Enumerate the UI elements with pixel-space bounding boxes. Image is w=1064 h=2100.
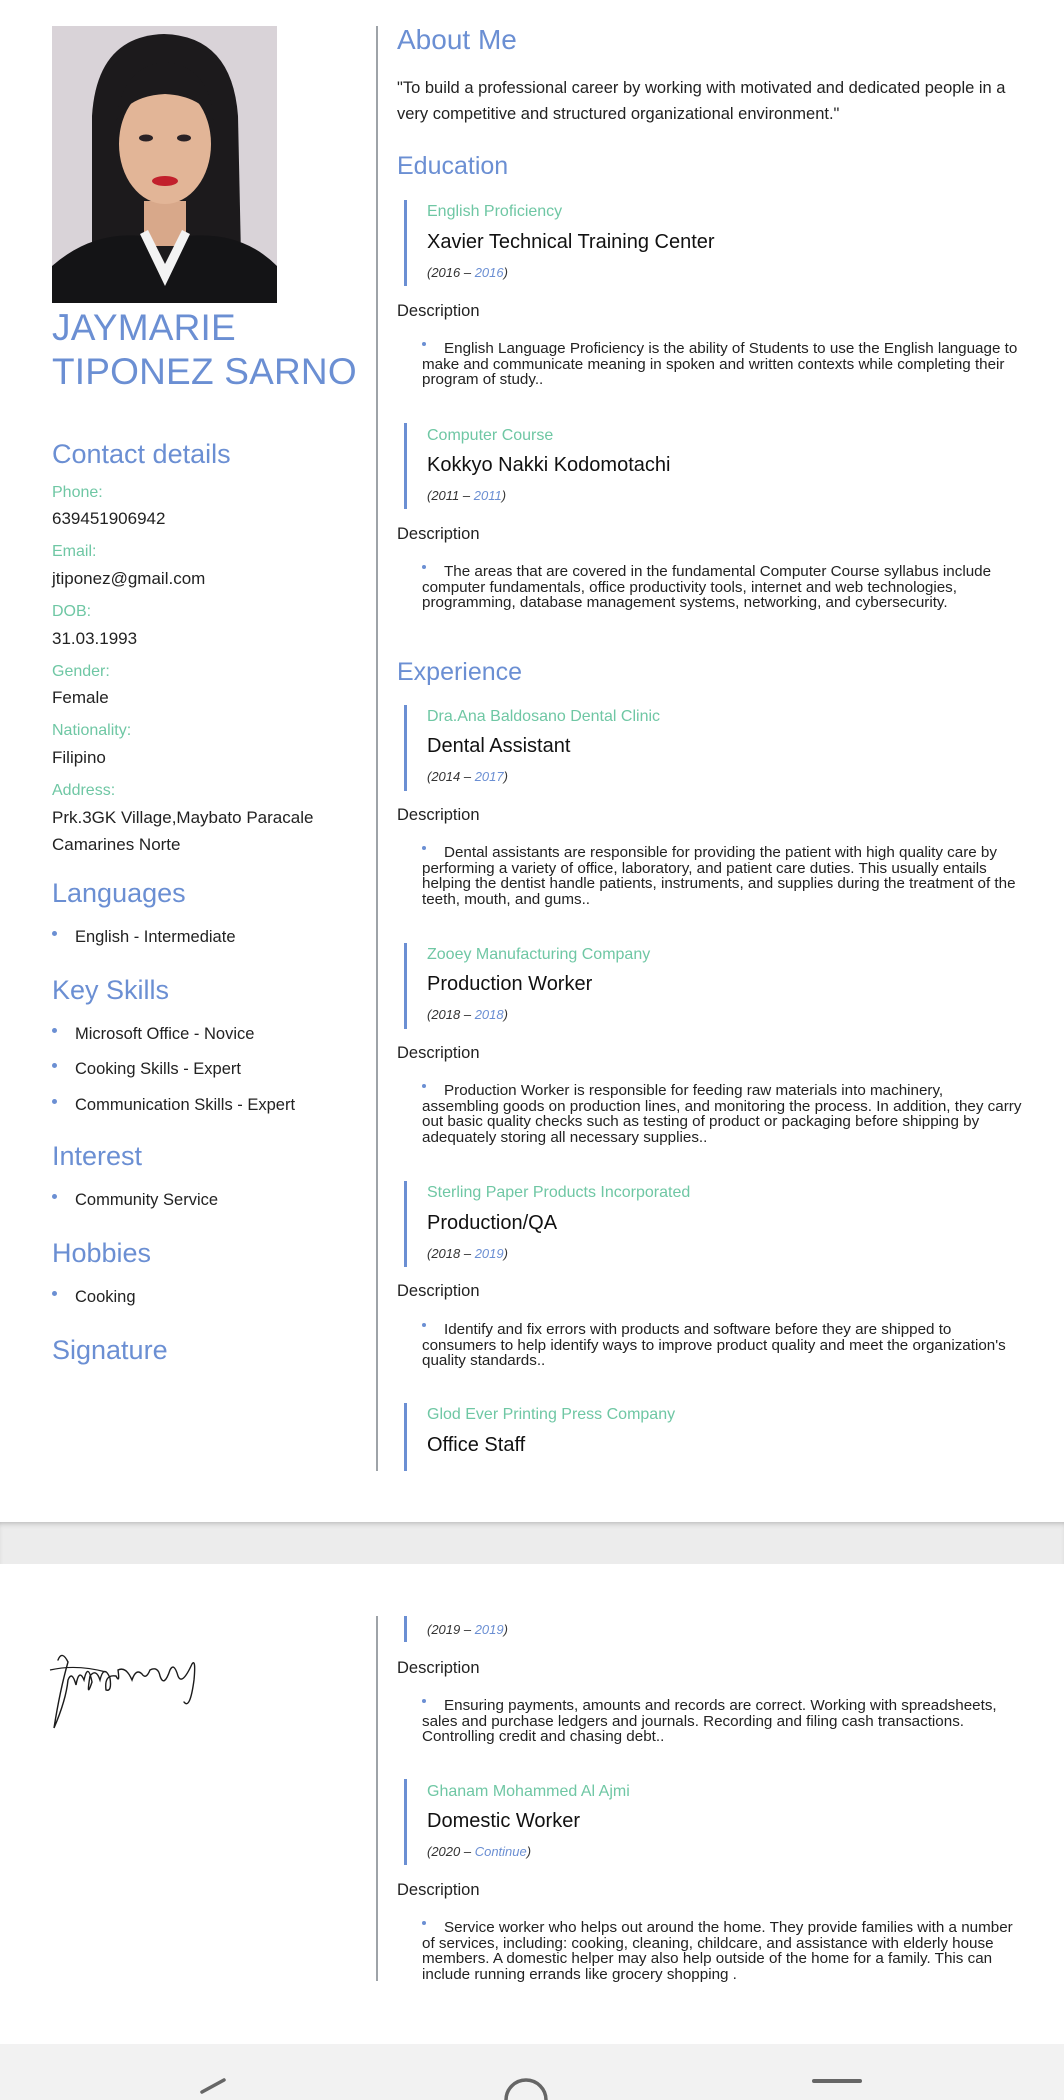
- experience-heading: Experience: [397, 658, 523, 686]
- phone-label: Phone:: [52, 484, 103, 501]
- language-item: English - Intermediate: [52, 928, 236, 947]
- entry-bar: [404, 1181, 407, 1267]
- gender-value: Female: [52, 688, 109, 707]
- signature-image: [46, 1640, 206, 1750]
- hobbies-heading: Hobbies: [52, 1238, 152, 1268]
- entry-date: (2016 – 2016): [427, 265, 508, 280]
- entry-title: Sterling Paper Products Incorporated: [427, 1184, 691, 1201]
- entry-date: (2020 – Continue): [427, 1844, 532, 1859]
- entry-description: English Language Proficiency is the ability of Students to use the English language to make and communicate meaning in spoken and written contexts while completing their program of study..: [422, 340, 1018, 388]
- contact-heading: Contact details: [52, 439, 231, 469]
- entry-date: (2019 – 2019): [427, 1622, 508, 1637]
- email-label: Email:: [52, 543, 97, 560]
- description-label: Description: [397, 302, 480, 320]
- profile-photo: [52, 26, 277, 303]
- entry-description: The areas that are covered in the fundamental Computer Course syllabus include computer fundamentals, office productivity tools, internet and web technologies, programming, database management systems, networking, and cybersecurity.: [422, 563, 992, 611]
- back-icon[interactable]: [196, 2078, 230, 2100]
- bullet-icon: [52, 931, 57, 936]
- entry-description: Dental assistants are responsible for providing the patient with high quality care by performing a variety of office, laboratory, and patient care duties. This usually entails helping the dentist handle patients, instruments, and supplies during the treatment of the teeth, mouth, and gums..: [422, 844, 1016, 908]
- bullet-icon: [422, 846, 426, 850]
- description-label: Description: [397, 525, 480, 543]
- bullet-icon: [422, 565, 426, 569]
- entry-date: (2011 – 2011): [427, 488, 507, 503]
- interest-heading: Interest: [52, 1141, 143, 1171]
- entry-bar: [404, 1403, 407, 1471]
- entry-subtitle: Office Staff: [427, 1434, 526, 1456]
- dob-label: DOB:: [52, 603, 92, 620]
- entry-subtitle: Production Worker: [427, 973, 593, 995]
- bullet-icon: [52, 1063, 57, 1068]
- entry-date: (2014 – 2017): [427, 769, 508, 784]
- phone-value: 639451906942: [52, 509, 166, 528]
- entry-bar: [404, 1779, 407, 1865]
- recents-icon[interactable]: [812, 2078, 862, 2100]
- entry-subtitle: Kokkyo Nakki Kodomotachi: [427, 454, 671, 476]
- email-value: jtiponez@gmail.com: [52, 569, 206, 588]
- signature-heading: Signature: [52, 1335, 168, 1365]
- column-divider: [376, 1616, 378, 1981]
- bullet-icon: [52, 1099, 57, 1104]
- nationality-value: Filipino: [52, 748, 106, 767]
- entry-description: Production Worker is responsible for feeding raw materials into machinery, assembling goods on production lines, and monitoring the process. In addition, they carry out basic quality checks such as testing of product or packaging before shipping by adequately storing all necessary supplies..: [422, 1082, 1022, 1146]
- home-icon[interactable]: [503, 2078, 549, 2100]
- entry-description: Identify and fix errors with products and software before they are shipped to consumers to help identify ways to improve product quality and meet the organization's quality standards..: [422, 1321, 1006, 1369]
- full-name: [52, 306, 372, 394]
- about-text: "To build a professional career by working with motivated and dedicated people in a very competitive and structured organizational environment.": [397, 79, 1006, 123]
- bullet-icon: [422, 342, 426, 346]
- column-divider: [376, 26, 378, 1471]
- entry-bar: [404, 943, 407, 1029]
- bullet-icon: [422, 1084, 426, 1088]
- page-gap: [0, 1522, 1064, 1564]
- nationality-label: Nationality:: [52, 722, 132, 739]
- entry-title: Zooey Manufacturing Company: [427, 946, 651, 963]
- bullet-icon: [52, 1291, 57, 1296]
- dob-value: 31.03.1993: [52, 629, 138, 648]
- skill-item: Cooking Skills - Expert: [52, 1060, 241, 1079]
- bullet-icon: [52, 1194, 57, 1199]
- hobby-item: Cooking: [52, 1288, 136, 1307]
- address-value: Prk.3GK Village,Maybato Paracale Camarines Norte: [52, 808, 314, 854]
- entry-bar: [404, 1616, 407, 1642]
- languages-heading: Languages: [52, 878, 186, 908]
- entry-title: Ghanam Mohammed Al Ajmi: [427, 1783, 630, 1800]
- entry-date: (2018 – 2018): [427, 1007, 508, 1022]
- entry-bar: [404, 200, 407, 286]
- entry-subtitle: Domestic Worker: [427, 1810, 580, 1832]
- description-label: Description: [397, 1881, 480, 1899]
- skill-item: Microsoft Office - Novice: [52, 1025, 254, 1044]
- education-heading: Education: [397, 152, 509, 180]
- entry-date: (2018 – 2019): [427, 1246, 508, 1261]
- entry-description: Ensuring payments, amounts and records are correct. Working with spreadsheets, sales and purchase ledgers and journals. Recording and filing cash transactions. Controlling credit and chasing debt..: [422, 1697, 997, 1745]
- description-label: Description: [397, 1044, 480, 1062]
- entry-bar: [404, 705, 407, 791]
- name-line-2: TIPONEZ SARNO: [52, 351, 357, 392]
- bullet-icon: [422, 1921, 426, 1925]
- description-label: Description: [397, 806, 480, 824]
- entry-subtitle: Xavier Technical Training Center: [427, 231, 715, 253]
- bullet-icon: [52, 1028, 57, 1033]
- entry-title: English Proficiency: [427, 203, 563, 220]
- bullet-icon: [422, 1323, 426, 1327]
- description-label: Description: [397, 1659, 480, 1677]
- description-label: Description: [397, 1282, 480, 1300]
- gender-label: Gender:: [52, 663, 110, 680]
- name-line-1: JAYMARIE: [52, 307, 236, 348]
- entry-description: Service worker who helps out around the home. They provide families with a number of services, including: cooking, cleaning, childcare, and assistance with elderly house members. A domestic helper may also help outside of the home for a family. This can include running errands like grocery shopping .: [422, 1919, 1013, 1983]
- skill-item: Communication Skills - Expert: [52, 1096, 295, 1115]
- bullet-icon: [422, 1699, 426, 1703]
- entry-title: Glod Ever Printing Press Company: [427, 1406, 676, 1423]
- entry-bar: [404, 423, 407, 509]
- entry-subtitle: Production/QA: [427, 1212, 558, 1234]
- interest-item: Community Service: [52, 1191, 218, 1210]
- about-heading: About Me: [397, 24, 517, 55]
- entry-title: Computer Course: [427, 427, 554, 444]
- entry-title: Dra.Ana Baldosano Dental Clinic: [427, 708, 661, 725]
- entry-subtitle: Dental Assistant: [427, 735, 571, 757]
- skills-heading: Key Skills: [52, 975, 170, 1005]
- address-label: Address:: [52, 782, 116, 799]
